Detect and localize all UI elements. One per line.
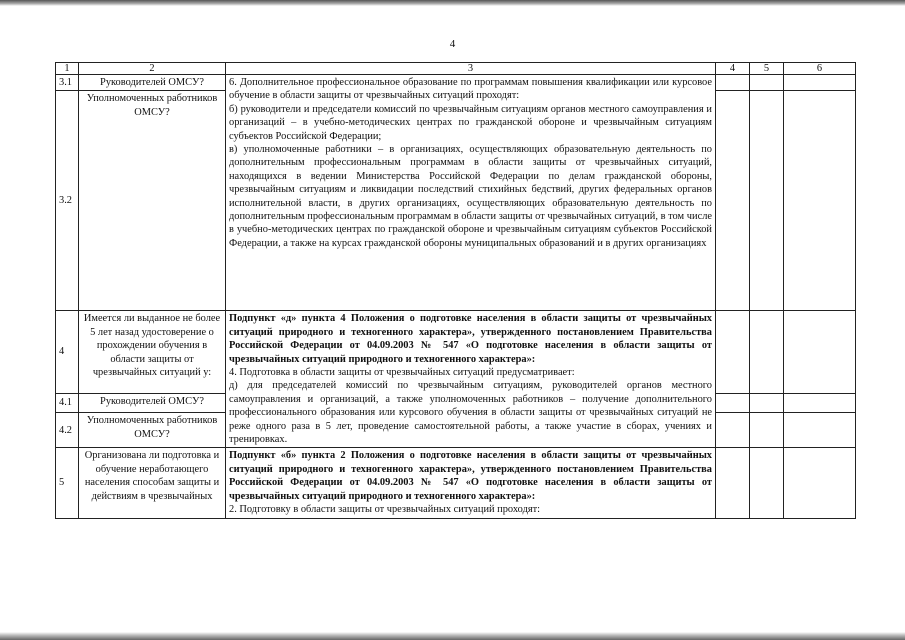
legal-basis-cell <box>226 75 716 311</box>
legal-text-para: 4. Подготовка в области защиты от чрезвычайных ситуаций предусматривает: <box>229 367 575 379</box>
legal-text-para: 2. Подготовку в области защиты от чрезвычайных ситуаций проходят: <box>229 504 541 516</box>
answer-cell <box>784 393 856 412</box>
scan-edge-top <box>0 0 905 6</box>
answer-cell <box>750 448 784 518</box>
answer-cell <box>784 448 856 518</box>
answer-cell <box>784 75 856 91</box>
answer-cell <box>750 75 784 91</box>
header-col-3: 3 <box>226 63 716 75</box>
header-col-5: 5 <box>750 63 784 75</box>
table-row-5 <box>56 448 856 518</box>
answer-cell <box>784 413 856 448</box>
legal-text-para: в) уполномоченные работники – в организациях, осуществляющих образовательную деятельность по дополнительным профессиональным программам в области защиты от чрезвычайных ситуаций, находящихся в ведении Министерства Российской Федерации по делам гражданской обороны, чрезвычайным ситуациям и ликвидации последствий стихийных бедствий, других федеральных органов исполнительной власти, в других организациях, осуществляющих образовательную деятельность по дополнительным профессиональным программам в области защиты от чрезвычайных ситуаций, в том числе в учебно-методических центрах по гражданской обороне и чрезвычайным ситуациям субъектов Российской Федерации, а также на курсах гражданской обороны муниципальных образований и в других организациях <box>229 144 712 249</box>
question-cell: Имеется ли выданное не более 5 лет назад удостоверение о прохождении обучения в области защиты от чрезвычайных ситуаций у: <box>79 311 226 394</box>
answer-cell <box>716 393 750 412</box>
answer-cell <box>750 413 784 448</box>
answer-cell <box>716 448 750 518</box>
header-col-2: 2 <box>79 63 226 75</box>
row-number: 4.2 <box>56 413 79 448</box>
header-col-4: 4 <box>716 63 750 75</box>
answer-cell <box>750 311 784 394</box>
question-cell: Руководителей ОМСУ? <box>79 75 226 91</box>
legal-reference-bold: Подпункт «д» пункта 4 Положения о подготовке населения в области защиты от чрезвычайных ситуаций природного и техногенного характера», утвержденного постановлением Правительства Российской Федерации от 04.09.2003 № 547 «О подготовке населения в области защиты от чрезвычайных ситуаций природного и техногенного характера»: <box>229 313 712 365</box>
answer-cell <box>716 413 750 448</box>
answer-cell <box>750 91 784 311</box>
question-cell: Уполномоченных работников ОМСУ? <box>79 91 226 311</box>
row-number: 4 <box>56 311 79 394</box>
question-cell: Организована ли подготовка и обучение неработающего населения способам защиты и действиям в чрезвычайных <box>79 448 226 518</box>
question-cell: Уполномоченных работников ОМСУ? <box>79 413 226 448</box>
header-col-6: 6 <box>784 63 856 75</box>
answer-cell <box>784 91 856 311</box>
legal-text-para: б) руководители и председатели комиссий по чрезвычайным ситуациям органов местного самоуправления и организаций – в учебно-методических центрах по гражданской обороне и чрезвычайным ситуациям субъектов Российской Федерации; <box>229 103 712 142</box>
header-row <box>56 63 856 75</box>
legal-text-para: 6. Дополнительное профессиональное образование по программам повышения квалификации или курсовое обучение в области защиты от чрезвычайных ситуаций проходят: <box>229 77 712 102</box>
header-col-1: 1 <box>56 63 79 75</box>
legal-reference-bold: Подпункт «б» пункта 2 Положения о подготовке населения в области защиты от чрезвычайных ситуаций природного и техногенного характера», утвержденного постановлением Правительства Российской Федерации от 04.09.2003 № 547 «О подготовке населения в области защиты от чрезвычайных ситуаций природного и техногенного характера»: <box>229 450 712 502</box>
checklist-table <box>55 62 856 519</box>
question-cell: Руководителей ОМСУ? <box>79 393 226 412</box>
scan-edge-bottom <box>0 632 905 640</box>
answer-cell <box>750 393 784 412</box>
answer-cell <box>716 75 750 91</box>
legal-text-para: д) для председателей комиссий по чрезвычайным ситуациям, руководителей органов местного самоуправления и организаций, а также уполномоченных работников – получение дополнительного профессионального образования или курсового обучения в области защиты от чрезвычайных ситуаций не реже одного раза в 5 лет, проведение самостоятельной работы, а также участие в сборах, учениях и тренировках. <box>229 380 712 446</box>
row-number: 3.2 <box>56 91 79 311</box>
table-row-4 <box>56 311 856 394</box>
answer-cell <box>716 311 750 394</box>
answer-cell <box>716 91 750 311</box>
row-number: 4.1 <box>56 393 79 412</box>
legal-basis-cell <box>226 311 716 448</box>
row-number: 3.1 <box>56 75 79 91</box>
row-number: 5 <box>56 448 79 518</box>
page-number: 4 <box>449 38 456 50</box>
table-row-3-1 <box>56 75 856 91</box>
legal-basis-cell <box>226 448 716 518</box>
answer-cell <box>784 311 856 394</box>
